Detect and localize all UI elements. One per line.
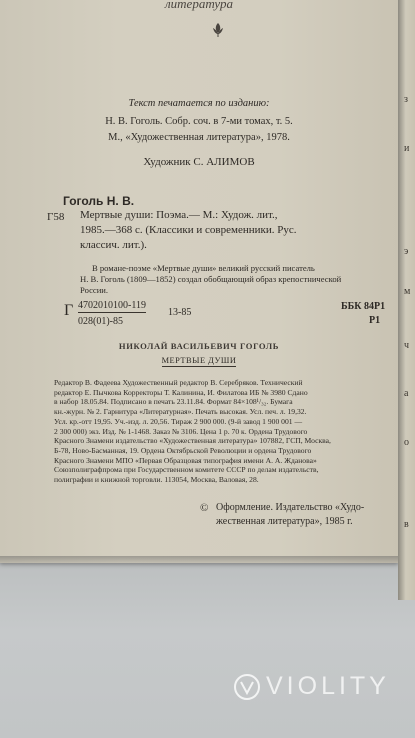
table-surface	[0, 560, 415, 738]
edition-publisher-line: М., «Художественная литература», 1978.	[108, 132, 290, 143]
bbk-r1: Р1	[369, 315, 381, 326]
imprint-line: Б-78, Ново-Басманная, 19. Ордена Октябрьской Революции и ордена Трудового	[54, 445, 312, 455]
header-word	[0, 0, 398, 12]
watermark	[232, 668, 412, 710]
annotation-line-3: России.	[80, 285, 109, 295]
imprint-line: Красного Знамени МПО «Первая Образцовая типография имени А. А. Жданова»	[54, 455, 317, 465]
page-edge-shadow	[0, 556, 400, 566]
imprint-title-text: МЕРТВЫЕ ДУШИ	[161, 356, 237, 365]
catalog-line-1: Мертвые души: Поэма.— М.: Худож. лит.,	[80, 209, 278, 221]
imprint-title	[0, 356, 398, 365]
imprint-block	[54, 378, 396, 485]
edition-heading: Текст печатается по изданию:	[128, 98, 270, 109]
classification-number-top: 4702010100-119	[78, 300, 146, 311]
classification-number-bottom: 028(01)-85	[78, 316, 123, 327]
adjacent-page-char: в	[404, 519, 409, 530]
copyright-line-2: жественная литература», 1985 г.	[216, 516, 353, 527]
edition-source-line: Н. В. Гоголь. Собр. соч. в 7-ми томах, т. 5.	[105, 116, 293, 127]
imprint-line: Красного Знамени издательство «Художественная литература» 107882, ГСП, Москва,	[54, 436, 331, 446]
catalog-line-2: 1985.—368 с. (Классики и современники. Рус.	[80, 224, 297, 236]
leaf-ornament-icon	[211, 22, 225, 38]
catalog-line-3: классич. лит.).	[80, 239, 147, 251]
annotation-line-2: Н. В. Гоголь (1809—1852) создал обобщающий образ крепостнической	[80, 274, 342, 284]
adjacent-page-char: ч	[404, 340, 410, 351]
adjacent-page-char: з	[404, 94, 408, 105]
imprint-line: в набор 18.05.84. Подписано в печать 23.11.84. Формат 84×108¹/₃₂. Бумага	[54, 397, 293, 407]
adjacent-page-char: а	[404, 388, 409, 399]
imprint-line: Редактор В. Фадеева Художественный редактор В. Серебряков. Технический	[54, 378, 303, 387]
imprint-line: редактор Е. Пычкова Корректоры Т. Калинина, И. Филатова ИБ № 3980 Сдано	[54, 387, 308, 397]
copyright-line-1: Оформление. Издательство «Худо-	[216, 502, 365, 513]
imprint-line: кн.-журн. № 2. Гарнитура «Литературная». Печать высокая. Усл. печ. л. 19,32.	[54, 407, 307, 417]
adjacent-page-char: м	[404, 286, 411, 297]
header-word-text: литература	[165, 0, 233, 11]
adjacent-page-edge	[398, 0, 415, 600]
adjacent-page-char: о	[404, 437, 409, 448]
classification-letter: Г	[64, 302, 74, 319]
watermark-text: VIOLITY	[266, 672, 390, 700]
imprint-line: Усл. кр.-отт 19,95. Уч.-изд. л. 20,56. Тираж 2 900 000. (9-й завод 1 900 001 —	[54, 416, 303, 426]
adjacent-page-char: и	[404, 143, 410, 154]
violity-logo-icon	[232, 672, 262, 702]
catalog-code: Г58	[47, 211, 65, 223]
imprint-line: 2 300 000) экз. Изд. № 1-1468. Заказ № 3106. Цена 1 р. 70 к. Ордена Трудового	[54, 426, 308, 436]
artist-credit: Художник С. АЛИМОВ	[143, 156, 255, 168]
adjacent-page-char: э	[404, 246, 409, 257]
imprint-line: полиграфии и книжной торговли. 113054, Москва, Валовая, 28.	[54, 475, 259, 485]
copyright-symbol: ©	[200, 502, 209, 514]
bbk-code: ББК 84Р1	[341, 301, 386, 312]
imprint-line: Союзполиграфпрома при Государственном комитете СССР по делам издательств,	[54, 465, 319, 475]
classification-side: 13-85	[168, 307, 192, 318]
catalog-author: Гоголь Н. В.	[63, 194, 135, 208]
annotation-line-1: В романе-поэме «Мертвые души» великий русский писатель	[92, 263, 315, 273]
imprint-author: НИКОЛАЙ ВАСИЛЬЕВИЧ ГОГОЛЬ	[118, 341, 280, 351]
